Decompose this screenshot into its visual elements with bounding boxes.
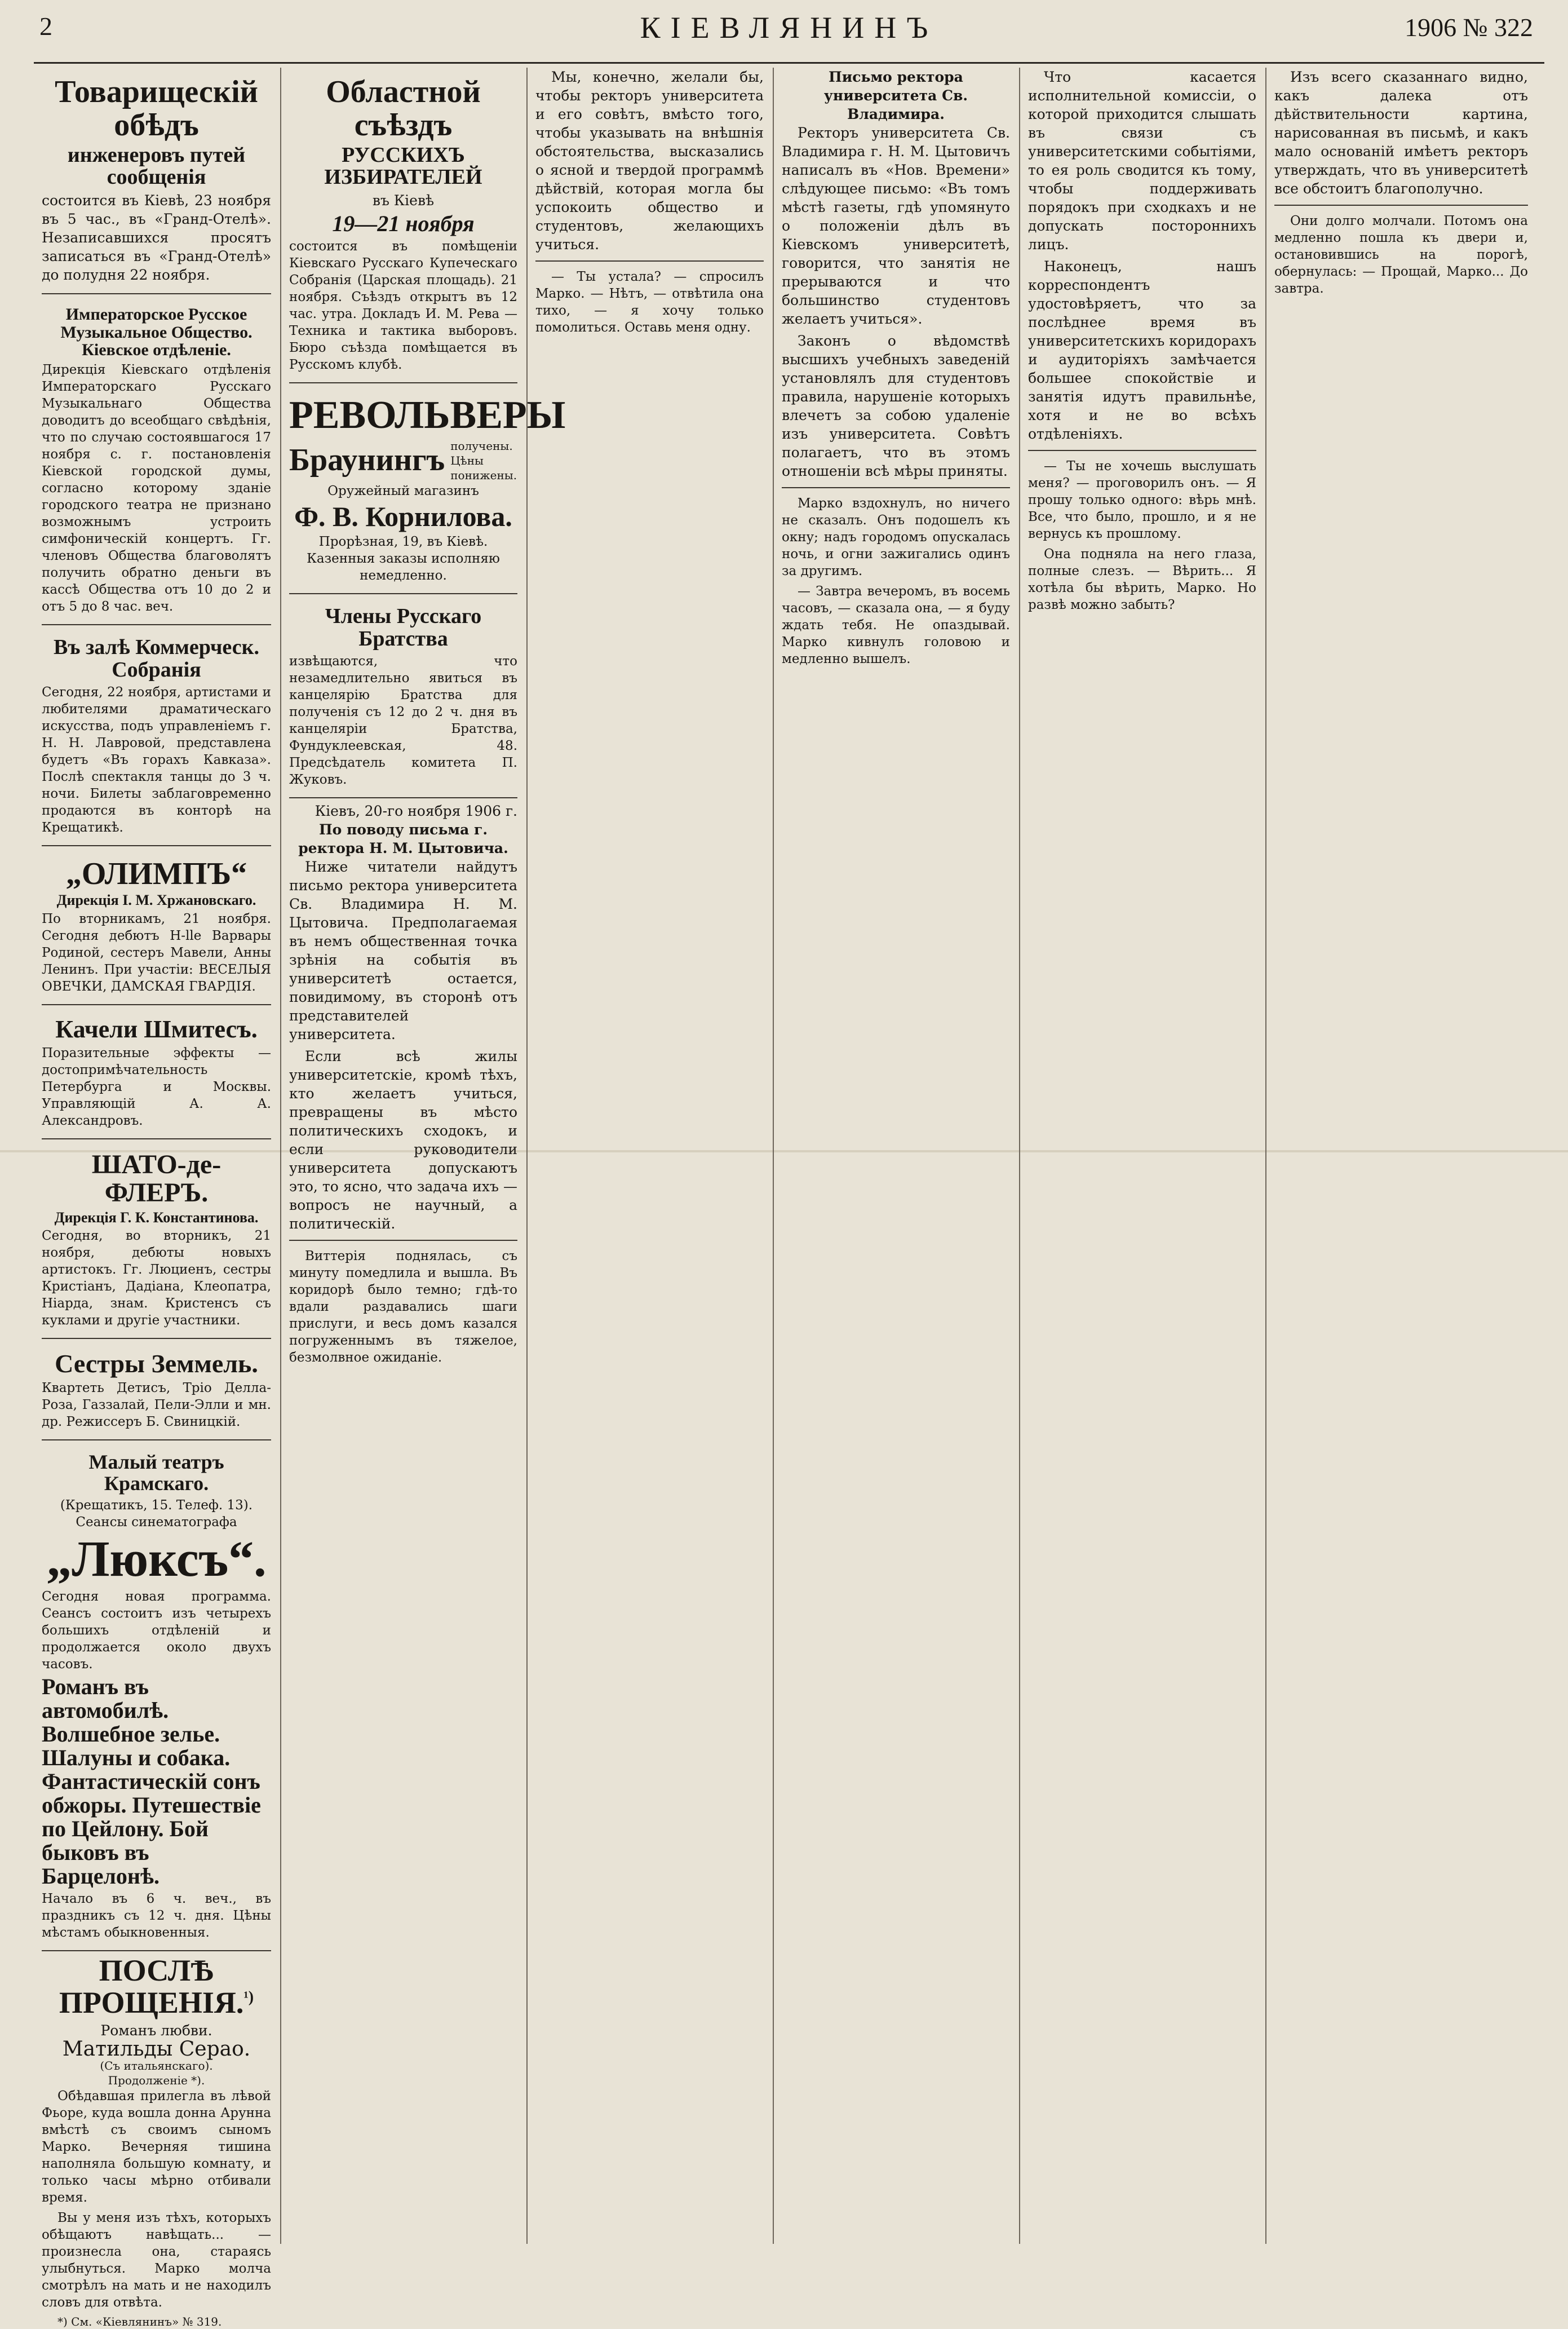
commentary-paragraph: Наконецъ, нашъ корреспондентъ удостовѣряетъ, что за послѣднее время въ университетскихъ коридорахъ и аудиторiяхъ замѣчается большее спокойствiе и занятiя идутъ правильнѣе, хотя и не во всѣхъ отдѣленiяхъ. xyxy=(1028,258,1256,442)
rector-letter xyxy=(782,68,1010,480)
ad-dinner-subtitle: инженеровъ путей сообщенiя xyxy=(67,143,246,189)
feuilleton-header xyxy=(42,1955,271,2087)
section-divider xyxy=(1028,450,1256,451)
feuilleton-translation: (Съ итальянскаго). xyxy=(100,2058,213,2072)
feuilleton-author: Матильды Серао. xyxy=(62,2037,251,2061)
section-divider xyxy=(289,1240,517,1241)
rector-letter-title: Письмо ректора университета Св. Владимира. xyxy=(823,69,968,122)
feuilleton-paragraph: — Ты не хочешь выслушать меня? — проговорилъ онъ. — Я прошу только одного: вѣрь мнѣ. Все, что было, прошло, и я не вернусь къ прошлому. xyxy=(1028,459,1256,541)
ad-brotherhood-title: Члены Русскаго Братства xyxy=(325,604,482,651)
column-ads-left xyxy=(34,68,279,2328)
feuilleton-body-6 xyxy=(1274,213,1528,297)
column-conclusion xyxy=(1265,68,1536,2244)
ad-revolvers-subtitle: Браунингъ xyxy=(289,443,445,478)
editorial-rector xyxy=(289,802,517,1233)
ad-revolvers-title: РЕВОЛЬВЕРЫ xyxy=(289,394,566,437)
ad-lux-program: Романъ въ автомобилѣ. Волшебное зелье. Шалуны и собака. Фантастическiй сонъ обжоры. Путешествiе по Цейлону. Бой быковъ въ Барцелонѣ. xyxy=(42,1674,261,1889)
masthead xyxy=(34,0,1544,64)
feuilleton-genre: Романъ любви. xyxy=(100,2022,212,2039)
ad-revolvers-address: Прорѣзная, 19, въ Кiевѣ. Казенныя заказы исполняю немедленно. xyxy=(307,534,500,584)
rector-letter-paragraph: Ректоръ университета Св. Владимира г. Н. М. Цытовичъ написалъ въ «Нов. Времени» слѣдующее письмо: «Въ томъ мѣстѣ газеты, гдѣ упомянуто о положенiи дѣлъ въ Кiевскомъ университетѣ, говорится, что занятiя не прерываются и что большинство студентовъ желаетъ учиться». xyxy=(782,125,1010,327)
ad-congress-subtitle: РУССКИХЪ ИЗБИРАТЕЛЕЙ xyxy=(324,143,482,189)
section-divider xyxy=(535,260,764,262)
page-number: 2 xyxy=(39,12,52,41)
feuilleton-footnote-mark: ¹) xyxy=(243,1988,254,2007)
feuilleton-body-1 xyxy=(42,2088,271,2329)
ad-theatre-text: (Крещатикъ, 15. Телеф. 13). Сеансы синематографа xyxy=(60,1497,253,1530)
ad-lux-text: Сегодня новая программа. Сеансъ состоитъ изъ четырехъ большихъ отдѣленiй и продолжается около двухъ часовъ. xyxy=(42,1589,271,1672)
ad-revolvers-shop: Ф. В. Корнилова. xyxy=(294,500,512,532)
section-divider xyxy=(1274,205,1528,206)
ad-dinner-title: Товарищескiй обѣдъ xyxy=(55,74,258,143)
feuilleton-body-5 xyxy=(1028,458,1256,613)
commentary-paragraph: Что касается исполнительной комиссiи, о которой приходится слышать въ связи съ университетскими событiями, то ея роль сводится къ тому, чтобы поддерживать порядокъ при сходкахъ и не допускать постороннихъ лицъ. xyxy=(1028,69,1256,253)
ad-brotherhood-text: извѣщаются, что незамедлительно явиться въ канцелярiю Братства для полученiя съ 12 до 2 ч. дня въ канцелярiи Братства, Фундуклеевская, 48. Предсѣдатель комитета П. Жуковъ. xyxy=(289,654,517,788)
ad-dinner xyxy=(42,68,271,294)
ad-revolvers-note: получены. Цѣны понижены. xyxy=(450,439,517,482)
column-rector-letter xyxy=(773,68,1018,2244)
ad-congress-text: состоится въ помѣщенiи Кiевскаго Русскаго Купеческаго Собранiя (Царская площадь). 21 ноября. Съѣздъ открытъ въ 12 час. утра. Докладъ И. М. Рева — Техника и тактика выборовъ. Бюро съѣзда помѣщается въ Русскомъ клубѣ. xyxy=(289,239,517,373)
ad-olymp-text: По вторникамъ, 21 ноября. Сегодня дебютъ Н-llе Варвары Родиной, сестеръ Мавели, Анны Ленинъ. При участiи: ВЕСЕЛЫЯ ОВЕЧКИ, ДАМСКАЯ ГВАРДIЯ. xyxy=(42,911,271,994)
ad-music-title: Императорское Русское Музыкальное Общество. Кiевское отдѣленiе. xyxy=(60,305,253,360)
ad-congress-where: въ Кiевѣ xyxy=(372,192,435,209)
feuilleton-body-3 xyxy=(535,268,764,336)
ad-kramsky-theatre xyxy=(42,1444,271,1951)
editorial-dateline: Кiевъ, 20-го ноября 1906 г. xyxy=(315,803,517,820)
column-editorial xyxy=(526,68,772,2244)
feuilleton-paragraph: Виттерiя поднялась, съ минуту помедлила и вышла. Въ коридорѣ было темно; гдѣ-то вдали раздавались шаги прислуги, и весь домъ казался погруженнымъ въ тяжелое, безмолвное ожиданiе. xyxy=(289,1249,517,1365)
ad-theatre-title: Малый театръ Крамскаго. xyxy=(88,1451,224,1495)
editorial-title: По поводу письма г. ректора Н. М. Цытовича. xyxy=(298,821,508,857)
ad-kacheli-title: Качели Шмитесъ. xyxy=(55,1015,258,1043)
ad-russian-brotherhood xyxy=(289,598,517,798)
commentary-paragraph: Изъ всего сказаннаго видно, какъ далека отъ дѣйствительности картина, нарисованная въ письмѣ, и какъ мало основанiй имѣетъ ректоръ утверждать, что въ университетѣ все обстоитъ благополучно. xyxy=(1274,69,1528,197)
ad-exchange-title: Въ залѣ Коммерческ. Собранiя xyxy=(53,635,259,682)
ad-kacheli-text: Поразительные эффекты — достопримѣчательность Петербурга и Москвы. Управляющiй А. А. Александровъ. xyxy=(42,1045,271,1128)
feuilleton-footnote: *) См. «Кiевлянинъ» № 319. xyxy=(57,2314,222,2328)
commentary-block xyxy=(1028,68,1256,443)
feuilleton-paragraph: Обѣдавшая прилегла въ лѣвой Фьоре, куда вошла донна Арунна вмѣстѣ съ своимъ сыномъ Марко. Вечерняя тишина наполняла большую комнату, и только часы мѣрно отбивали время. xyxy=(42,2088,271,2205)
feuilleton-continuation: Продолженiе *). xyxy=(108,2073,205,2087)
ad-regional-congress xyxy=(289,68,517,383)
ad-chateau-subtitle: Дирекцiя Г. К. Константинова. xyxy=(54,1209,259,1226)
rector-letter-paragraph: Законъ о вѣдомствѣ высшихъ учебныхъ заведенiй установлялъ для студентовъ правила, нарушенiе которыхъ влечетъ за собою удаленiе изъ университета. Совѣтъ полагаетъ, что въ этомъ отношенiи всѣ мѣры приняты. xyxy=(782,333,1010,479)
editorial-paragraph: Если всѣ жилы университетскiе, кромѣ тѣхъ, кто желаетъ учиться, превращены въ мѣсто политическихъ сходокъ, и если руководители университета допускаютъ это, то ясно, что задача ихъ — вопросъ не научный, а политическiй. xyxy=(289,1048,517,1232)
ad-revolvers xyxy=(289,387,566,594)
ad-chateau-text: Сегодня, во вторникъ, 21 ноября, дебюты новыхъ артистокъ. Гг. Люциенъ, сестры Кристiанъ, Дадiана, Клеопатра, Нiарда, знам. Кристенсъ съ куклами и другiе участники. xyxy=(42,1228,271,1328)
editorial-paragraph: Мы, конечно, желали бы, чтобы ректоръ университета и его совѣтъ, вмѣсто того, чтобы указывать на внѣшнiя обстоятельства, высказались о ясной и твердой программѣ дѣйствiй, которая могла бы успокоить общество и студентовъ, желающихъ учиться. xyxy=(535,69,764,253)
ad-lux-title: „Люксъ“. xyxy=(46,1531,267,1587)
ad-dinner-text: состоится въ Кiевѣ, 23 ноября въ 5 час., въ «Гранд-Отелѣ». Незаписавшихся просятъ записаться въ «Гранд-Отелѣ» до полудня 22 ноября. xyxy=(42,192,271,284)
feuilleton-body-2 xyxy=(289,1248,517,1366)
ad-commercial-assembly xyxy=(42,629,271,846)
ad-congress-dates: 19—21 ноября xyxy=(332,211,475,237)
column-ads-center xyxy=(280,68,566,2244)
ad-olymp-subtitle: Дирекцiя I. М. Хржановскаго. xyxy=(56,892,256,909)
feuilleton-paragraph: Она подняла на него глаза, полные слезъ. — Вѣрить... Я хотѣла бы вѣрить, Марко. Но развѣ можно забыть? xyxy=(1028,547,1256,612)
ad-sisters-title: Сестры Земмель. xyxy=(55,1349,258,1378)
editorial-continued xyxy=(535,68,764,254)
ad-kacheli xyxy=(42,1009,271,1139)
commentary-conclusion xyxy=(1274,68,1528,198)
ad-congress-title: Областной съѣздъ xyxy=(326,74,481,143)
ad-lux-hours: Начало въ 6 ч. веч., въ праздникъ съ 12 ч. дня. Цѣны мѣстамъ обыкновенныя. xyxy=(42,1892,271,1941)
newspaper-title: КIЕВЛЯНИНЪ xyxy=(640,11,938,45)
ad-exchange-text: Сегодня, 22 ноября, артистами и любителями драматическаго искусства, подъ управленiемъ г. Н. Н. Лавровой, представлена будетъ «Въ горахъ Кавказа». Послѣ спектакля танцы до 3 ч. ночи. Билеты заблаговременно продаются въ конторѣ на Крещатикѣ. xyxy=(42,684,271,835)
editorial-paragraph: Ниже читатели найдутъ письмо ректора университета Св. Владимира Н. М. Цытовича. Предполагаемая въ немъ общественная точка зрѣнiя на событiя въ университетѣ остается, повидимому, въ сторонѣ отъ представителей университета. xyxy=(289,859,517,1043)
issue-date: 1906 № 322 xyxy=(1405,13,1533,42)
feuilleton-paragraph: Вы у меня изъ тѣхъ, которыхъ обѣщаютъ навѣщать... — произнесла она, стараясь улыбнуться. Марко молча смотрѣлъ на мать и не находилъ словъ для отвѣта. xyxy=(42,2210,271,2310)
ad-zemmel-sisters xyxy=(42,1342,271,1440)
feuilleton-paragraph: Они долго молчали. Потомъ она медленно пошла къ двери и, остановившись на порогѣ, обернулась: — Прощай, Марко... До завтра. xyxy=(1274,214,1528,296)
ad-chateau-de-fleurs xyxy=(42,1143,271,1339)
ad-sisters-text: Квартеть Детисъ, Трiо Делла-Роза, Газзалай, Пели-Элли и мн. др. Режиссеръ Б. Свиницкiй. xyxy=(42,1381,271,1430)
ad-music-text: Дирекцiя Кiевскаго отдѣленiя Императорскаго Русскаго Музыкальнаго Общества доводитъ до всеобщаго свѣдѣнiя, что по случаю состоявшагося 17 ноября с. г. постановленiя Кiевской городской думы, согласно которому зданiе городского театра не признано возможнымъ устроить симфоническiй концертъ. Гг. членовъ Общества благоволятъ получить обратно деньги въ кассѣ Общества отъ 10 до 2 и отъ 5 до 8 час. веч. xyxy=(42,362,271,614)
feuilleton-paragraph: Марко вздохнулъ, но ничего не сказалъ. Онъ подошелъ къ окну; надъ городомъ опускалась ночь, и огни зажигались одинъ за другимъ. xyxy=(782,496,1010,578)
feuilleton-paragraph: — Завтра вечеромъ, въ восемь часовъ, — сказала она, — я буду ждать тебя. Не опаздывай. Марко кивнулъ головою и медленно вышелъ. xyxy=(782,584,1010,666)
ad-olymp-title: „ОЛИМПЪ“ xyxy=(65,856,247,891)
ad-chateau-title: ШАТО-де-ФЛЕРЪ. xyxy=(91,1149,222,1208)
feuilleton-title: ПОСЛѢ ПРОЩЕНIЯ. xyxy=(59,1954,244,2020)
ad-olymp xyxy=(42,850,271,1005)
feuilleton-paragraph: — Ты устала? — спросилъ Марко. — Нѣтъ, — отвѣтила она тихо, — я хочу только помолиться. Оставь меня одну. xyxy=(535,269,764,335)
column-commentary xyxy=(1019,68,1264,2244)
section-divider xyxy=(782,487,1010,488)
feuilleton-body-4 xyxy=(782,495,1010,668)
ad-music-society xyxy=(42,298,271,625)
ad-revolvers-shop-label: Оружейный магазинъ xyxy=(327,483,479,498)
